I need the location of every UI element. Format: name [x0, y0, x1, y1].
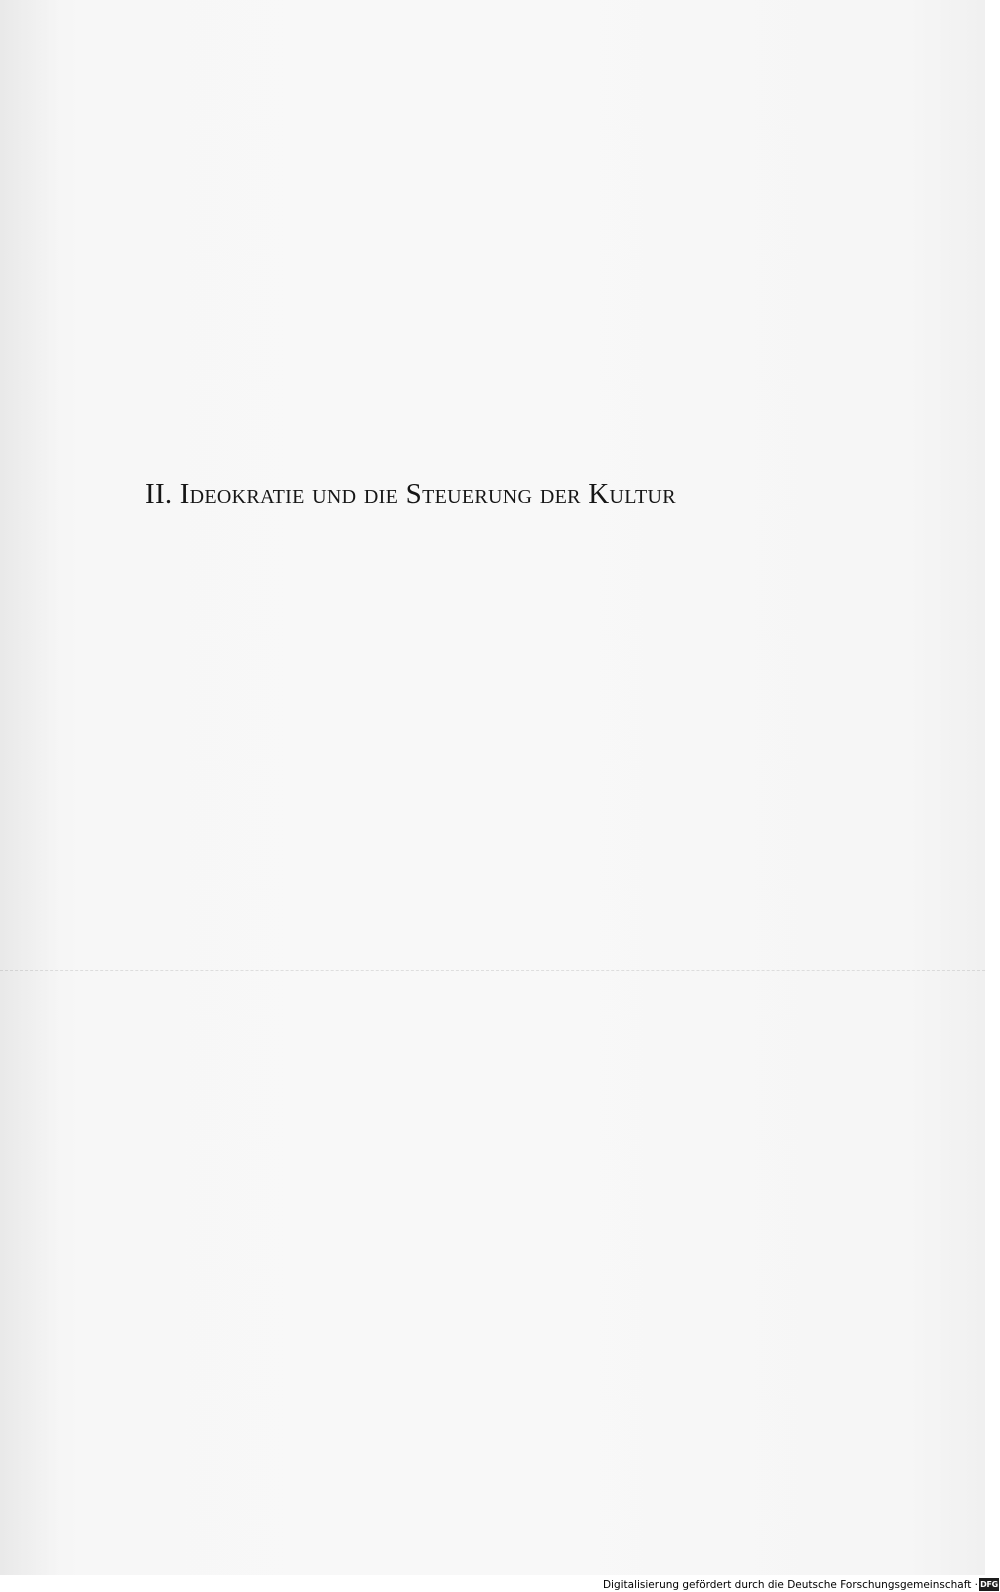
funding-credit: Digitalisierung gefördert durch die Deutsche Forschungsgemeinschaft ·: [602, 1579, 978, 1591]
scan-fold-line: [0, 970, 985, 971]
chapter-number: II.: [145, 478, 173, 510]
page-edge-shadow: [0, 0, 60, 1575]
dfg-logo-icon: DFG: [980, 1580, 998, 1589]
chapter-title: Ideokratie und die Steuerung der Kultur: [179, 478, 676, 510]
chapter-heading: [145, 476, 676, 512]
